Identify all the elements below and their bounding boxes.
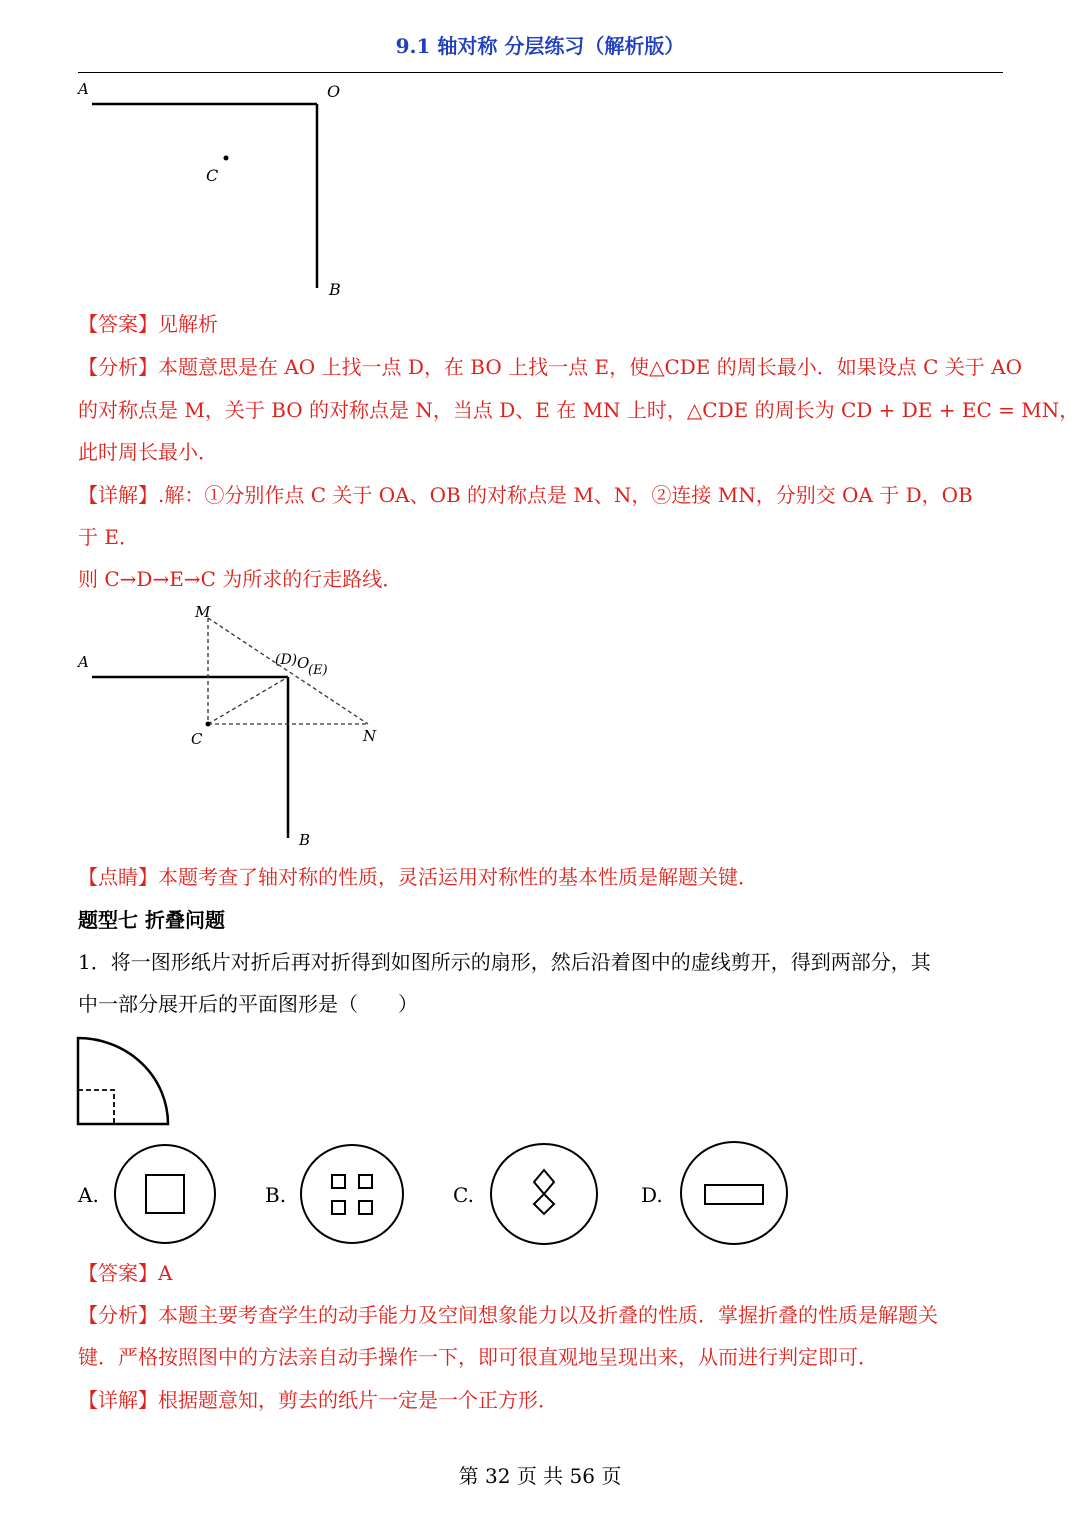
label-o: O: [327, 82, 341, 101]
analysis-tag: 【分析】: [78, 1303, 158, 1327]
answer-2: [78, 1259, 1008, 1287]
question-1-line-1: 1．将一图形纸片对折后再对折得到如图所示的扇形，然后沿着图中的虚线剪开，得到两部分，其: [78, 950, 931, 974]
label-d: (D): [275, 652, 298, 668]
analysis-2-line-2: 键．严格按照图中的方法亲自动手操作一下，即可很直观地呈现出来，从而进行判定即可．: [78, 1345, 878, 1369]
header-divider: [78, 72, 1003, 73]
analysis-text-1: 本题意思是在 AO 上找一点 D，在 BO 上找一点 E，使△CDE 的周长最小．如果设点 C 关于 AO: [158, 355, 1022, 379]
answer-tag: 【答案】: [78, 1261, 158, 1285]
option-b-four-squares: [332, 1175, 372, 1214]
detail-text: 根据题意知，剪去的纸片一定是一个正方形．: [158, 1388, 558, 1412]
label-b: B: [329, 280, 341, 299]
label-m: M: [195, 603, 211, 621]
comment-1: [78, 863, 1008, 891]
point-c: [206, 722, 211, 727]
page-number: 第 32 页 共 56 页: [458, 1464, 622, 1488]
detail-2: [78, 1386, 1008, 1414]
label-e: (E): [308, 663, 328, 678]
analysis-2-line-1: [78, 1301, 1008, 1329]
label-a: A: [78, 653, 89, 671]
label-a: A: [78, 80, 89, 98]
option-b-label: B.: [265, 1183, 287, 1207]
analysis-1-line-3: 此时周长最小．: [78, 440, 218, 464]
answer-text: 见解析: [158, 312, 218, 336]
figure-angle-aob: [70, 80, 360, 300]
option-d-circle: [681, 1142, 787, 1244]
option-d-label: D.: [641, 1183, 663, 1207]
sector-shape: [78, 1038, 168, 1124]
figure-shortest-path: [70, 600, 390, 850]
option-b-circle: [301, 1145, 403, 1243]
answer-tag: 【答案】: [78, 312, 158, 336]
option-a-square: [146, 1175, 184, 1213]
option-a-circle: [115, 1145, 215, 1243]
option-c-figure[interactable]: [488, 1142, 600, 1248]
question-1-line-2: 中一部分展开后的平面图形是（ ）: [78, 992, 418, 1016]
detail-tag: 【详解】: [78, 1388, 158, 1412]
option-a-label: A.: [78, 1183, 99, 1207]
detail-1-line-2: 于 E．: [78, 525, 139, 549]
answer-text: A: [158, 1261, 173, 1285]
point-c: [224, 156, 229, 161]
analysis-tag: 【分析】: [78, 355, 158, 379]
detail-1-line-1: [78, 481, 1008, 509]
label-o: O: [297, 654, 310, 672]
analysis-1-line-2: 的对称点是 M，关于 BO 的对称点是 N，当点 D、E 在 MN 上时，△CDE 的周长为 CD + DE + EC = MN，: [78, 398, 1080, 422]
cut-line: [78, 1090, 114, 1124]
label-c: C: [191, 730, 203, 748]
analysis-1-line-1: [78, 353, 1022, 381]
label-c: C: [206, 166, 219, 185]
detail-tag: 【详解】: [78, 483, 158, 507]
page-header-title: 9.1 轴对称 分层练习（解析版）: [395, 34, 685, 58]
answer-1: [78, 310, 1008, 338]
detail-text-1: .解：①分别作点 C 关于 OA、OB 的对称点是 M、N，②连接 MN，分别交 OA 于 D，OB: [158, 483, 973, 507]
option-d-rectangle: [705, 1185, 763, 1204]
comment-text: 本题考查了轴对称的性质，灵活运用对称性的基本性质是解题关键．: [158, 865, 758, 889]
section-title: 题型七 折叠问题: [78, 908, 225, 932]
label-n: N: [363, 727, 377, 745]
option-d-figure[interactable]: [678, 1140, 790, 1248]
analysis-text-1: 本题主要考查学生的动手能力及空间想象能力以及折叠的性质．掌握折叠的性质是解题关: [158, 1303, 938, 1327]
label-b: B: [299, 831, 311, 849]
option-a-figure[interactable]: [112, 1142, 220, 1248]
detail-1-line-3: 则 C→D→E→C 为所求的行走路线．: [78, 567, 403, 591]
folded-sector-figure: [74, 1034, 174, 1130]
option-b-figure[interactable]: [298, 1142, 406, 1248]
option-c-two-diamonds: [534, 1170, 554, 1214]
option-c-label: C.: [453, 1183, 474, 1207]
comment-tag: 【点睛】: [78, 865, 158, 889]
